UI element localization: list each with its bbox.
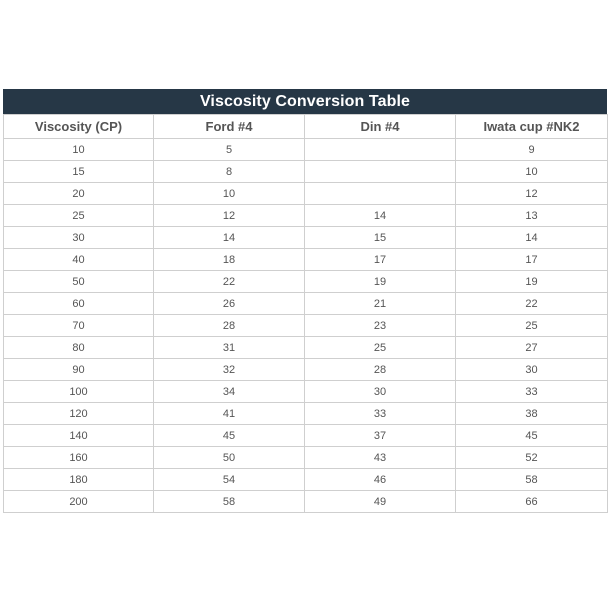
cell-viscosity-cp: 20: [4, 183, 154, 205]
cell-viscosity-cp: 90: [4, 359, 154, 381]
cell-viscosity-cp: 15: [4, 161, 154, 183]
table-title: Viscosity Conversion Table: [3, 89, 607, 114]
table-row: [4, 447, 608, 469]
table-row: [4, 337, 608, 359]
cell-iwata-cup-nk2: 25: [456, 315, 608, 337]
cell-iwata-cup-nk2: 52: [456, 447, 608, 469]
cell-din-4: 30: [305, 381, 456, 403]
table-row: [4, 425, 608, 447]
cell-din-4: 46: [305, 469, 456, 491]
cell-iwata-cup-nk2: 38: [456, 403, 608, 425]
cell-ford-4: 50: [154, 447, 305, 469]
table-row: [4, 249, 608, 271]
cell-iwata-cup-nk2: 22: [456, 293, 608, 315]
cell-viscosity-cp: 30: [4, 227, 154, 249]
cell-ford-4: 32: [154, 359, 305, 381]
cell-ford-4: 31: [154, 337, 305, 359]
cell-ford-4: 58: [154, 491, 305, 513]
cell-viscosity-cp: 50: [4, 271, 154, 293]
cell-din-4: [305, 161, 456, 183]
cell-iwata-cup-nk2: 58: [456, 469, 608, 491]
cell-din-4: 43: [305, 447, 456, 469]
table-row: [4, 359, 608, 381]
cell-ford-4: 12: [154, 205, 305, 227]
cell-din-4: 21: [305, 293, 456, 315]
cell-viscosity-cp: 25: [4, 205, 154, 227]
table-row: [4, 381, 608, 403]
cell-iwata-cup-nk2: 14: [456, 227, 608, 249]
cell-ford-4: 45: [154, 425, 305, 447]
cell-viscosity-cp: 10: [4, 139, 154, 161]
cell-viscosity-cp: 180: [4, 469, 154, 491]
table-row: [4, 315, 608, 337]
cell-din-4: 28: [305, 359, 456, 381]
cell-ford-4: 41: [154, 403, 305, 425]
cell-viscosity-cp: 100: [4, 381, 154, 403]
cell-viscosity-cp: 60: [4, 293, 154, 315]
table-row: [4, 183, 608, 205]
cell-din-4: 23: [305, 315, 456, 337]
cell-viscosity-cp: 160: [4, 447, 154, 469]
table-body: [4, 139, 608, 513]
cell-iwata-cup-nk2: 45: [456, 425, 608, 447]
cell-din-4: 37: [305, 425, 456, 447]
cell-din-4: 33: [305, 403, 456, 425]
cell-din-4: [305, 139, 456, 161]
cell-viscosity-cp: 120: [4, 403, 154, 425]
cell-ford-4: 54: [154, 469, 305, 491]
cell-viscosity-cp: 40: [4, 249, 154, 271]
cell-iwata-cup-nk2: 27: [456, 337, 608, 359]
header-din-4: Din #4: [305, 115, 456, 139]
cell-viscosity-cp: 200: [4, 491, 154, 513]
table-header-row: [4, 115, 608, 139]
cell-iwata-cup-nk2: 9: [456, 139, 608, 161]
table-row: [4, 469, 608, 491]
cell-din-4: [305, 183, 456, 205]
cell-din-4: 25: [305, 337, 456, 359]
table-row: [4, 139, 608, 161]
table-row: [4, 227, 608, 249]
cell-iwata-cup-nk2: 66: [456, 491, 608, 513]
cell-iwata-cup-nk2: 33: [456, 381, 608, 403]
cell-ford-4: 14: [154, 227, 305, 249]
cell-iwata-cup-nk2: 10: [456, 161, 608, 183]
table-row: [4, 293, 608, 315]
cell-viscosity-cp: 70: [4, 315, 154, 337]
viscosity-table-container: [3, 89, 607, 513]
cell-din-4: 15: [305, 227, 456, 249]
cell-iwata-cup-nk2: 13: [456, 205, 608, 227]
cell-ford-4: 8: [154, 161, 305, 183]
table-row: [4, 491, 608, 513]
header-iwata-cup-nk2: Iwata cup #NK2: [456, 115, 608, 139]
table-row: [4, 271, 608, 293]
cell-iwata-cup-nk2: 17: [456, 249, 608, 271]
cell-ford-4: 18: [154, 249, 305, 271]
cell-viscosity-cp: 80: [4, 337, 154, 359]
cell-iwata-cup-nk2: 19: [456, 271, 608, 293]
table-row: [4, 205, 608, 227]
table-row: [4, 161, 608, 183]
cell-din-4: 49: [305, 491, 456, 513]
cell-iwata-cup-nk2: 30: [456, 359, 608, 381]
cell-din-4: 19: [305, 271, 456, 293]
cell-ford-4: 26: [154, 293, 305, 315]
cell-ford-4: 10: [154, 183, 305, 205]
cell-din-4: 17: [305, 249, 456, 271]
table-row: [4, 403, 608, 425]
cell-ford-4: 28: [154, 315, 305, 337]
viscosity-table: [3, 114, 608, 513]
cell-ford-4: 34: [154, 381, 305, 403]
header-ford-4: Ford #4: [154, 115, 305, 139]
cell-ford-4: 5: [154, 139, 305, 161]
header-viscosity-cp: Viscosity (CP): [4, 115, 154, 139]
cell-viscosity-cp: 140: [4, 425, 154, 447]
cell-din-4: 14: [305, 205, 456, 227]
cell-ford-4: 22: [154, 271, 305, 293]
cell-iwata-cup-nk2: 12: [456, 183, 608, 205]
